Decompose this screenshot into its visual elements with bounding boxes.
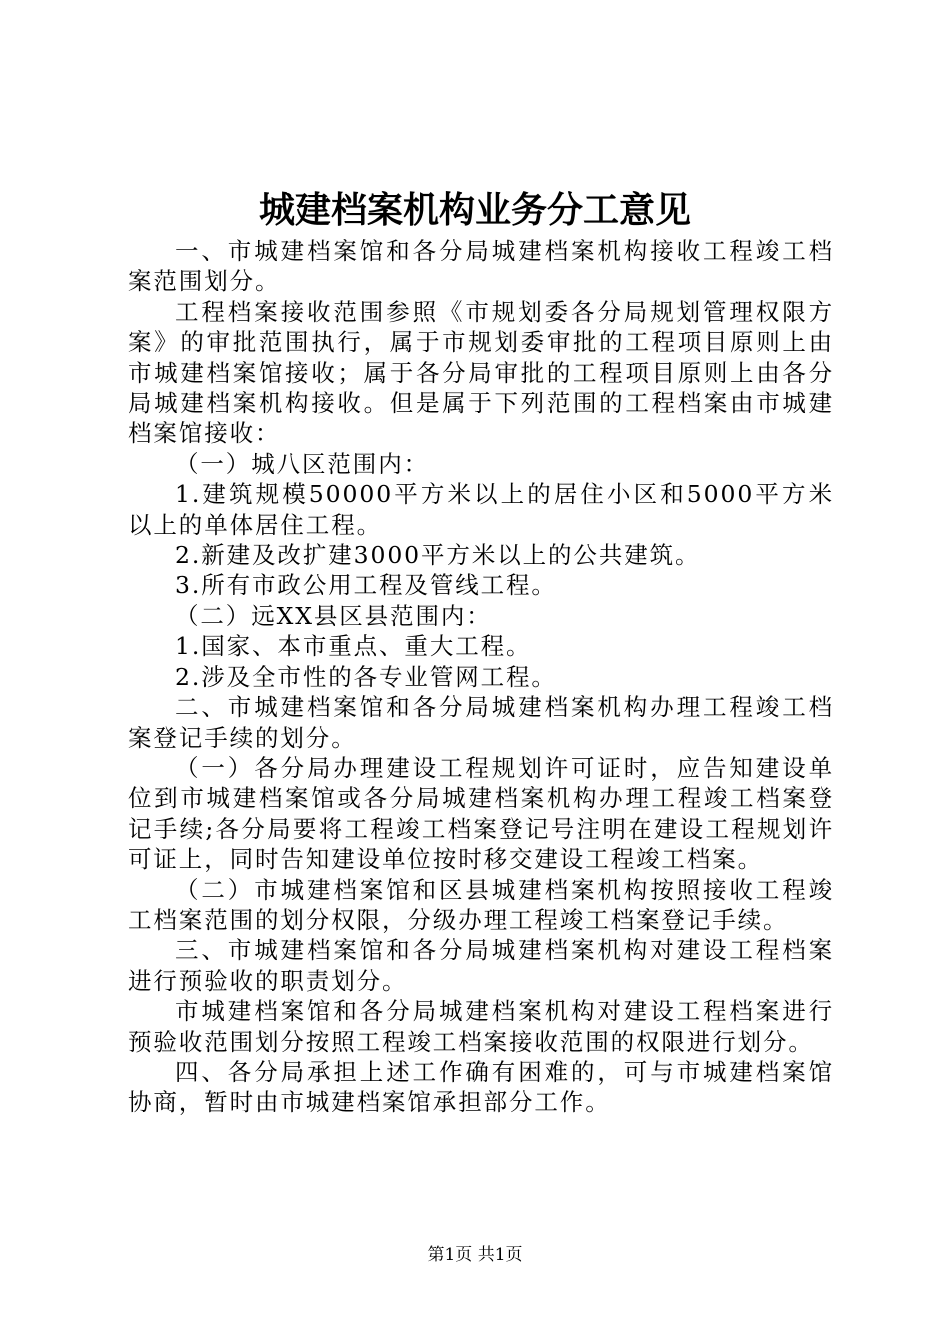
paragraph-item-municipal: 3.所有市政公用工程及管线工程。 (175, 571, 557, 600)
paragraph-section-4: 四、各分局承担上述工作确有困难的，可与市城建档案馆协商，暂时由市城建档案馆承担部分工作。 (128, 1057, 834, 1117)
document-body (128, 236, 834, 1118)
paragraph-scope-description: 工程档案接收范围参照《市规划委各分局规划管理权限方案》的审批范围执行，属于市规划委审批的工程项目原则上由市城建档案馆接收；属于各分局审批的工程项目原则上由各分局城建档案机构接收。但是属于下列范围的工程档案由市城建档案馆接收： (128, 297, 834, 448)
document-title: 城建档案机构业务分工意见 (258, 189, 691, 231)
paragraph-section-2-heading: 二、市城建档案馆和各分局城建档案机构办理工程竣工档案登记手续的划分。 (128, 693, 834, 752)
paragraph-subsection-suburban: （二）远XX县区县范围内： (175, 601, 492, 630)
paragraph-registration-levels: （二）市城建档案馆和区县城建档案机构按照接收工程竣工档案范围的划分权限，分级办理工程竣工档案登记手续。 (128, 875, 834, 934)
paragraph-item-pipeline: 2.涉及全市性的各专业管网工程。 (175, 662, 557, 691)
paragraph-item-public: 2.新建及改扩建3000平方米以上的公共建筑。 (175, 541, 701, 570)
paragraph-section-1-heading: 一、市城建档案馆和各分局城建档案机构接收工程竣工档案范围划分。 (128, 237, 834, 296)
paragraph-section-3-heading: 三、市城建档案馆和各分局城建档案机构对建设工程档案进行预验收的职责划分。 (128, 936, 834, 995)
paragraph-item-residential: 1.建筑规模50000平方米以上的居住小区和5000平方米以上的单体居住工程。 (128, 480, 834, 539)
paragraph-subsection-urban: （一）城八区范围内： (175, 449, 429, 478)
paragraph-registration-permit: （一）各分局办理建设工程规划许可证时，应告知建设单位到市城建档案馆或各分局城建档案机构办理工程竣工档案登记手续;各分局要将工程竣工档案登记号注明在建设工程规划许可证上，同时告知建设单位按时移交建设工程竣工档案。 (128, 753, 834, 874)
paragraph-item-national: 1.国家、本市重点、重大工程。 (175, 632, 532, 661)
paragraph-preacceptance: 市城建档案馆和各分局城建档案机构对建设工程档案进行预验收范围划分按照工程竣工档案接收范围的权限进行划分。 (128, 997, 834, 1056)
page-number-footer: 第1页 共1页 (427, 1245, 523, 1265)
